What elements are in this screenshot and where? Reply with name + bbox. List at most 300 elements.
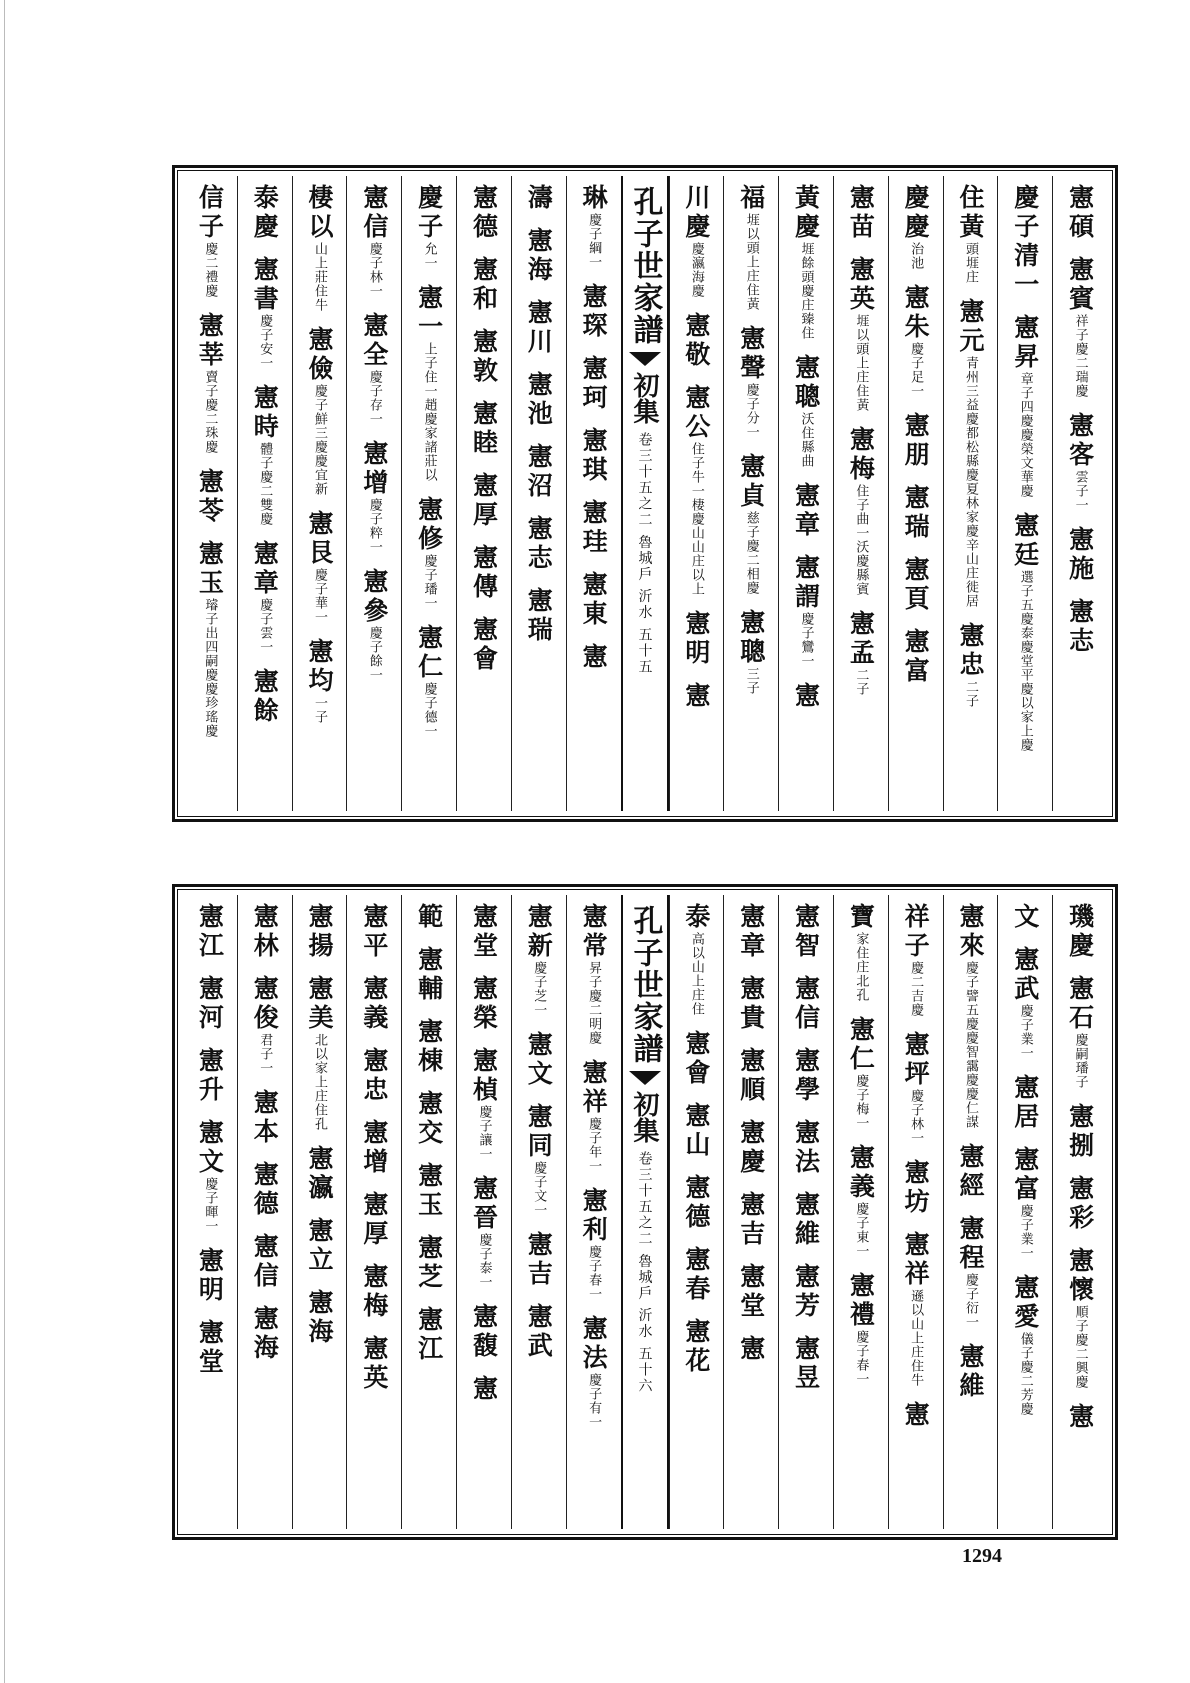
name-entry (579, 355, 609, 413)
entry-name: 憲會 (469, 616, 499, 674)
name-entry (1065, 412, 1095, 512)
entry-name: 憲美 (305, 975, 335, 1033)
entry-name: 憲 (901, 1401, 931, 1430)
entry-name: 棲以 (305, 184, 335, 242)
name-entry (736, 1263, 766, 1321)
name-entry (524, 903, 554, 1017)
entry-name: 憲增 (359, 1119, 389, 1177)
entry-name: 憲儉 (305, 326, 335, 384)
name-entry (579, 427, 609, 485)
name-entry (250, 668, 280, 726)
entry-annotation: 慶子春一 (853, 1330, 869, 1386)
name-entry (791, 354, 821, 468)
genealogy-column (723, 176, 778, 811)
name-entry (359, 975, 389, 1033)
entry-annotation: 慈子慶二相慶 (743, 511, 759, 595)
entry-name: 憲苗 (846, 184, 876, 242)
entry-name: 憲山 (681, 1102, 711, 1160)
name-entry (305, 975, 335, 1131)
genealogy-column (669, 895, 724, 1529)
name-entry (524, 1103, 554, 1217)
entry-name: 憲朋 (901, 412, 931, 470)
name-entry (955, 903, 985, 1129)
entry-name: 範 (414, 903, 444, 932)
entry-name: 憲孟 (846, 610, 876, 668)
entry-name: 憲明 (681, 610, 711, 668)
entry-name: 憲東 (579, 571, 609, 629)
entry-annotation: 高以山上庄住 (688, 932, 704, 1016)
entry-name: 憲江 (414, 1306, 444, 1364)
name-entry (469, 1175, 499, 1289)
entry-name: 憲芳 (791, 1263, 821, 1321)
entry-name: 憲仁 (414, 624, 444, 682)
entry-annotation: 遜以山上庄住牛 (908, 1289, 924, 1387)
entry-name: 慶子 (414, 184, 444, 242)
name-entry (579, 903, 609, 1045)
entry-name: 慶子清一 (1010, 184, 1040, 300)
genealogy-column (888, 895, 943, 1529)
genealogy-column (723, 895, 778, 1529)
genealogy-column (833, 895, 888, 1529)
name-entry (195, 540, 225, 738)
name-entry (791, 554, 821, 668)
entry-annotation: 慶子芝一 (531, 961, 547, 1017)
entry-annotation: 慶子文一 (531, 1161, 547, 1217)
entry-name: 憲莘 (195, 312, 225, 370)
entry-name: 憲仁 (846, 1016, 876, 1074)
book-spine-center (621, 895, 669, 1529)
name-entry (791, 1335, 821, 1393)
name-entry (681, 1174, 711, 1232)
entry-name: 憲聰 (736, 609, 766, 667)
entry-name: 憲信 (359, 184, 389, 242)
entry-annotation: 北以家上庄住孔 (312, 1033, 328, 1131)
entry-name: 憲海 (250, 1305, 280, 1363)
entry-name: 寶 (846, 903, 876, 932)
entry-name: 憲時 (250, 384, 280, 442)
entry-name: 璣慶 (1065, 903, 1095, 961)
name-entry (359, 903, 389, 961)
name-entry (1065, 1403, 1095, 1432)
name-entry (579, 571, 609, 629)
name-entry (579, 1187, 609, 1301)
name-entry (791, 1119, 821, 1177)
name-entry (250, 184, 280, 242)
entry-name: 憲本 (250, 1089, 280, 1147)
name-entry (414, 1018, 444, 1076)
name-entry (359, 440, 389, 554)
fishtail-mark (629, 1071, 661, 1085)
name-entry (469, 472, 499, 530)
name-entry (955, 1143, 985, 1201)
entry-name: 憲立 (305, 1217, 335, 1275)
entry-name: 憲苓 (195, 468, 225, 526)
name-entry (250, 540, 280, 654)
entry-name: 憲文 (195, 1119, 225, 1177)
genealogy-column (511, 895, 566, 1529)
name-entry (736, 1047, 766, 1105)
name-entry (1065, 256, 1095, 398)
entry-name: 憲春 (681, 1246, 711, 1304)
entry-name: 憲珂 (579, 355, 609, 413)
name-entry (579, 283, 609, 341)
genealogy-column (778, 895, 833, 1529)
entry-name: 憲坊 (901, 1159, 931, 1217)
entry-annotation: 慶子粹一 (366, 498, 382, 554)
name-entry (469, 328, 499, 386)
entry-name: 憲參 (359, 568, 389, 626)
name-entry (414, 284, 444, 482)
entry-name: 濤 (524, 184, 554, 213)
name-entry (1065, 1175, 1095, 1233)
entry-name: 憲升 (195, 1047, 225, 1105)
name-entry (736, 453, 766, 595)
name-entry (414, 624, 444, 738)
entry-name: 琳 (579, 184, 609, 213)
entry-name: 憲堂 (736, 1263, 766, 1321)
name-entry (901, 1159, 931, 1217)
name-entry (469, 975, 499, 1033)
name-entry (359, 1335, 389, 1393)
genealogy-column (456, 895, 511, 1529)
entry-name: 憲施 (1065, 526, 1095, 584)
name-entry (414, 1306, 444, 1364)
name-entry (524, 371, 554, 429)
name-entry (846, 1272, 876, 1386)
entry-annotation: 二子 (962, 680, 978, 708)
entry-name: 憲江 (195, 903, 225, 961)
entry-name: 憲朱 (901, 284, 931, 342)
entry-annotation: 慶子足一 (908, 342, 924, 398)
entry-name: 文 (1010, 903, 1040, 932)
name-entry (681, 610, 711, 668)
entry-name: 憲明 (195, 1247, 225, 1305)
name-entry (414, 903, 444, 932)
entry-name: 憲章 (791, 482, 821, 540)
entry-name: 憲 (736, 1335, 766, 1364)
entry-name: 憲厚 (469, 472, 499, 530)
genealogy-column (997, 895, 1052, 1529)
entry-annotation: 慶子業一 (1017, 1004, 1033, 1060)
name-entry (250, 903, 280, 961)
entry-name: 憲珪 (579, 499, 609, 557)
entry-name: 憲富 (1010, 1146, 1040, 1204)
name-entry (524, 1231, 554, 1289)
name-entry (524, 227, 554, 285)
name-entry (1065, 526, 1095, 584)
entry-name: 憲敦 (469, 328, 499, 386)
name-entry (524, 587, 554, 645)
entry-name: 憲信 (791, 975, 821, 1033)
entry-annotation: 慶子衍一 (962, 1273, 978, 1329)
entry-annotation: 慶子華一 (312, 568, 328, 624)
entry-name: 憲禮 (846, 1272, 876, 1330)
entry-name: 憲海 (305, 1289, 335, 1347)
page-number: 1294 (962, 1545, 1002, 1567)
name-entry (1010, 1074, 1040, 1132)
entry-name: 憲 (579, 643, 609, 672)
entry-name: 憲志 (524, 515, 554, 573)
entry-name: 憲梅 (846, 426, 876, 484)
name-entry (1065, 598, 1095, 656)
name-entry (1010, 1146, 1040, 1260)
name-entry (846, 610, 876, 696)
name-entry (469, 1047, 499, 1161)
entry-name: 憲維 (791, 1191, 821, 1249)
name-entry (791, 903, 821, 961)
entry-annotation: 慶嗣璠子 (1072, 1033, 1088, 1089)
genealogy-column (943, 895, 998, 1529)
entry-name: 憲智 (791, 903, 821, 961)
entry-annotation: 昇子慶二明慶 (586, 961, 602, 1045)
genealogy-column (346, 895, 401, 1529)
genealogy-column (183, 176, 237, 811)
entry-name: 憲 (681, 682, 711, 711)
entry-name: 祥子 (901, 903, 931, 961)
name-entry (736, 1191, 766, 1249)
entry-name: 憲信 (250, 1233, 280, 1291)
genealogy-column (346, 176, 401, 811)
entry-name: 憲慶 (736, 1119, 766, 1177)
entry-annotation: 頭堐庄 (962, 242, 978, 284)
name-entry (524, 515, 554, 573)
entry-name: 憲吉 (736, 1191, 766, 1249)
entry-name: 憲貞 (736, 453, 766, 511)
entry-name: 憲志 (1065, 598, 1095, 656)
name-entry (250, 256, 280, 370)
name-entry (195, 1319, 225, 1377)
genealogy-column (401, 176, 456, 811)
entry-annotation: 順子慶二興慶 (1072, 1305, 1088, 1389)
entry-annotation: 堐以頭上庄住黃 (743, 213, 759, 311)
entry-annotation: 慶子春一 (586, 1245, 602, 1301)
name-entry (195, 1247, 225, 1305)
entry-annotation: 允一 (421, 242, 437, 270)
entry-annotation: 慶子德一 (421, 682, 437, 738)
entry-name: 憲公 (681, 384, 711, 442)
name-entry (305, 326, 335, 496)
entry-annotation: 璿子出四嗣慶慶珍瑤慶 (202, 598, 218, 738)
name-entry (846, 1016, 876, 1130)
name-entry (736, 184, 766, 311)
entry-name: 憲坪 (901, 1031, 931, 1089)
genealogy-column (566, 895, 621, 1529)
name-entry (1010, 946, 1040, 1060)
name-entry (469, 903, 499, 961)
entry-annotation: 體子慶二雙慶 (257, 442, 273, 526)
entry-name: 憲祥 (901, 1231, 931, 1289)
name-entry (250, 1305, 280, 1363)
genealogy-column (943, 176, 998, 811)
name-entry (681, 184, 711, 298)
entry-annotation: 章子四慶慶榮文華慶 (1017, 372, 1033, 498)
name-entry (414, 1234, 444, 1292)
entry-name: 憲修 (414, 496, 444, 554)
genealogy-column (183, 895, 237, 1529)
entry-annotation: 堐以頭上庄住黃 (853, 314, 869, 412)
entry-name: 憲池 (524, 371, 554, 429)
name-entry (681, 1246, 711, 1304)
entry-name: 憲來 (955, 903, 985, 961)
name-entry (469, 544, 499, 602)
entry-annotation: 慶子林一 (366, 242, 382, 298)
genealogy-page-bottom (172, 884, 1118, 1540)
name-entry (250, 1233, 280, 1291)
entry-name: 憲瑞 (524, 587, 554, 645)
name-entry (305, 638, 335, 724)
entry-name: 憲昇 (1010, 314, 1040, 372)
name-entry (305, 184, 335, 312)
genealogy-column (1052, 176, 1107, 811)
entry-annotation: 堐餘頭慶庄臻住 (798, 242, 814, 340)
genealogy-column (833, 176, 888, 811)
entry-name: 憲程 (955, 1215, 985, 1273)
entry-name: 憲維 (955, 1343, 985, 1401)
entry-name: 憲順 (736, 1047, 766, 1105)
entry-annotation: 選子五慶泰慶堂平慶以家上慶 (1017, 570, 1033, 752)
entry-name: 憲元 (955, 298, 985, 356)
genealogy-column (511, 176, 566, 811)
entry-name: 憲平 (359, 903, 389, 961)
entry-name: 憲 (469, 1375, 499, 1404)
name-entry (195, 468, 225, 526)
entry-name: 憲彩 (1065, 1175, 1095, 1233)
entry-name: 憲貴 (736, 975, 766, 1033)
entry-name: 憲 (1065, 1403, 1095, 1432)
entry-name: 憲愛 (1010, 1274, 1040, 1332)
entry-name: 憲艮 (305, 510, 335, 568)
entry-name: 憲德 (469, 184, 499, 242)
name-entry (955, 622, 985, 708)
entry-name: 憲增 (359, 440, 389, 498)
entry-name: 住黃 (955, 184, 985, 242)
name-entry (414, 184, 444, 270)
name-entry (901, 412, 931, 470)
name-entry (250, 1089, 280, 1147)
entry-name: 憲英 (846, 256, 876, 314)
entry-name: 憲和 (469, 256, 499, 314)
entry-name: 憲林 (250, 903, 280, 961)
name-entry (524, 1303, 554, 1361)
entry-annotation: 慶子業一 (1017, 1204, 1033, 1260)
name-entry (681, 312, 711, 370)
name-entry (955, 184, 985, 284)
entry-name: 憲新 (524, 903, 554, 961)
entry-annotation: 住子曲一沃慶縣賓 (853, 484, 869, 596)
fishtail-mark (629, 352, 661, 366)
entry-name: 憲法 (791, 1119, 821, 1177)
entry-name: 憲同 (524, 1103, 554, 1161)
entry-annotation: 慶子雲一 (257, 598, 273, 654)
entry-name: 憲章 (736, 903, 766, 961)
entry-name: 泰 (681, 903, 711, 932)
entry-annotation: 慶子梅一 (853, 1074, 869, 1130)
entry-annotation: 儀子慶二芳慶 (1017, 1332, 1033, 1416)
name-entry (359, 568, 389, 682)
entry-name: 憲均 (305, 638, 335, 696)
name-entry (305, 1145, 335, 1203)
entry-name: 憲聲 (736, 325, 766, 383)
entry-name: 憲忠 (359, 1047, 389, 1105)
entry-name: 憲河 (195, 975, 225, 1033)
genealogy-column (566, 176, 621, 811)
name-entry (1065, 184, 1095, 242)
entry-name: 憲傳 (469, 544, 499, 602)
name-entry (901, 903, 931, 1017)
name-entry (1065, 1247, 1095, 1389)
entry-annotation: 慶子東一 (853, 1202, 869, 1258)
name-entry (305, 510, 335, 624)
entry-name: 黃慶 (791, 184, 821, 242)
name-entry (469, 400, 499, 458)
entry-annotation: 一子 (312, 696, 328, 724)
name-entry (579, 1059, 609, 1173)
entry-name: 憲賓 (1065, 256, 1095, 314)
entry-name: 憲居 (1010, 1074, 1040, 1132)
name-entry (901, 484, 931, 542)
entry-name: 憲客 (1065, 412, 1095, 470)
entry-annotation: 慶子暉一 (202, 1177, 218, 1233)
name-entry (250, 1161, 280, 1219)
entry-annotation: 上子住一趙慶家諸莊以 (421, 342, 437, 482)
entry-name: 泰慶 (250, 184, 280, 242)
entry-name: 憲餘 (250, 668, 280, 726)
name-entry (955, 298, 985, 608)
entry-name: 憲祥 (579, 1059, 609, 1117)
genealogy-column (1052, 895, 1107, 1529)
name-entry (901, 1231, 931, 1387)
name-entry (359, 1119, 389, 1177)
entry-name: 憲利 (579, 1187, 609, 1245)
name-entry (195, 903, 225, 961)
entry-name: 憲交 (414, 1090, 444, 1148)
entry-name: 憲一 (414, 284, 444, 342)
volume-label: 初集 (629, 1091, 659, 1143)
entry-name: 憲輔 (414, 946, 444, 1004)
volume-label: 初集 (629, 372, 659, 424)
volume-meta: 卷三十五之二 魯城戶 沂水 五十六 (636, 1151, 653, 1395)
entry-name: 憲芝 (414, 1234, 444, 1292)
name-entry (195, 312, 225, 454)
name-entry (736, 325, 766, 439)
name-entry (359, 1263, 389, 1321)
volume-meta: 卷三十五之二 魯城戶 沂水 五十五 (636, 432, 653, 676)
entry-name: 憲捌 (1065, 1103, 1095, 1161)
name-entry (579, 1315, 609, 1429)
entry-name: 憲頁 (901, 556, 931, 614)
entry-name: 憲德 (250, 1161, 280, 1219)
name-entry (359, 184, 389, 298)
entry-name: 憲石 (1065, 975, 1095, 1033)
entry-annotation: 雲子一 (1072, 470, 1088, 512)
name-entry (955, 1343, 985, 1401)
name-entry (469, 616, 499, 674)
entry-name: 憲英 (359, 1335, 389, 1393)
entry-name: 憲梅 (359, 1263, 389, 1321)
name-entry (901, 184, 931, 270)
entry-name: 憲堂 (195, 1319, 225, 1377)
entry-name: 憲富 (901, 628, 931, 686)
entry-name: 憲俊 (250, 975, 280, 1033)
top-columns (183, 176, 1107, 811)
entry-annotation: 慶子綱一 (586, 213, 602, 269)
name-entry (736, 1335, 766, 1364)
entry-annotation: 賣子慶二珠慶 (202, 370, 218, 454)
entry-annotation: 君子一 (257, 1033, 273, 1075)
name-entry (791, 482, 821, 540)
entry-name: 憲吉 (524, 1231, 554, 1289)
genealogy-column (778, 176, 833, 811)
